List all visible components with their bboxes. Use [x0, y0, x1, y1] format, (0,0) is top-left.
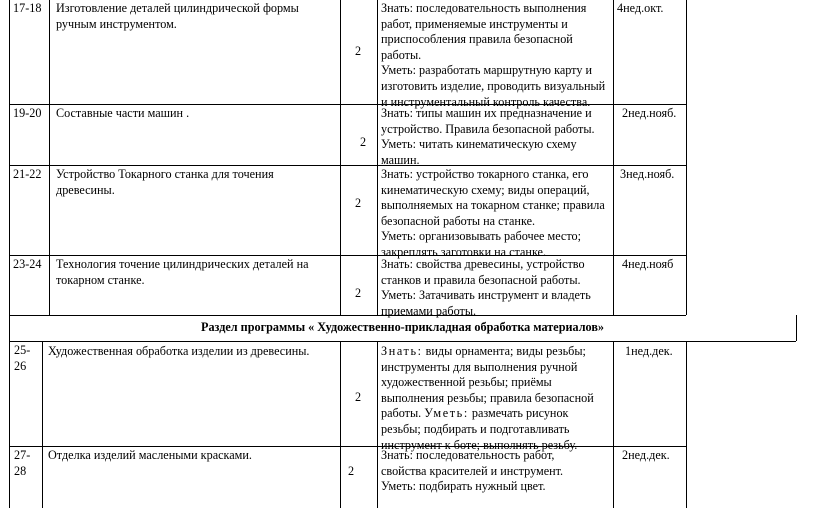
col-hours-divider-lower: [377, 341, 378, 508]
col-hours-divider-upper: [377, 0, 378, 315]
lesson-number: 17-18: [13, 1, 42, 15]
lesson-number: 23-24: [13, 257, 42, 271]
lesson-topic: Художественная обработка изделии из древесины.: [48, 344, 310, 358]
col-topic-divider-upper: [340, 0, 341, 315]
lesson-skills: Знать: последовательность работ, свойства красителей и инструмент. Уметь: подбирать нужный цвет.: [381, 448, 564, 494]
lesson-skills: Знать: типы машин их предназначение и устройство. Правила безопасной работы. Уметь: читать кинематическую схему машин.: [381, 106, 595, 167]
lesson-hours: 2: [355, 286, 362, 300]
section-title: Раздел программы « Художественно-прикладная обработка материалов»: [201, 320, 604, 334]
lesson-hours: 2: [355, 44, 362, 58]
lesson-skills: Знать: последовательность выполнения работ, применяемые инструменты и приспособления правила безопасной работы. Уметь: разработать маршрутную карту и изготовить изделие, проводить визуальный и инструментальный контроль качества.: [381, 1, 606, 109]
lesson-hours: 2: [355, 196, 362, 210]
col-num-divider-upper: [49, 0, 50, 315]
lesson-topic: Отделка изделий маслеными красками.: [48, 448, 252, 462]
lesson-skills: Знать: виды орнамента; виды резьбы; инструменты для выполнения ручной художественной резьбы; приёмы выполнения резьбы; правила безопасной работы. Уметь: размечать рисунок резьбы; подбирать и подготавливать инструмент к боте; выполнять резьбу.: [381, 344, 594, 452]
lesson-date: 2нед.нояб.: [622, 106, 677, 120]
table-right-border-section: [796, 315, 797, 341]
lesson-topic: Устройство Токарного станка для точения древесины.: [56, 167, 274, 197]
col-date-divider-upper: [686, 0, 687, 315]
lesson-date: 4нед.нояб: [622, 257, 674, 271]
lesson-number: 25- 26: [14, 343, 31, 373]
lesson-topic: Составные части машин .: [56, 106, 190, 120]
lesson-number: 27- 28: [14, 448, 31, 478]
lesson-number: 21-22: [13, 167, 42, 181]
lesson-topic: Технология точение цилиндрических деталей на токарном станке.: [56, 257, 309, 287]
lesson-skills: Знать: устройство токарного станка, его кинематическую схему; виды операций, выполняемых на токарном станке; правила безопасной работы на станке. Уметь: организовывать рабочее место; закреплять заготовки на станке.: [381, 167, 605, 259]
col-skills-divider-lower: [613, 341, 614, 508]
lesson-date: 4нед.окт.: [617, 1, 664, 15]
lesson-hours: 2: [360, 135, 367, 149]
section-border-bottom: [9, 341, 796, 342]
lesson-date: 3нед.нояб.: [620, 167, 675, 181]
lesson-number: 19-20: [13, 106, 42, 120]
lesson-date: 1нед.дек.: [625, 344, 673, 358]
col-num-divider-lower: [42, 341, 43, 508]
col-topic-divider-lower: [340, 341, 341, 508]
lesson-hours: 2: [355, 390, 362, 404]
lesson-skills: Знать: свойства древесины, устройство станков и правила безопасной работы. Уметь: Затачивать инструмент и владеть приемами работы.: [381, 257, 591, 318]
lesson-date: 2нед.дек.: [622, 448, 670, 462]
col-skills-divider-upper: [613, 0, 614, 315]
table-left-border: [9, 0, 10, 508]
lesson-hours: 2: [348, 464, 355, 478]
lesson-topic: Изготовление деталей цилиндрической формы ручным инструментом.: [56, 1, 299, 31]
col-date-divider-lower: [686, 341, 687, 508]
